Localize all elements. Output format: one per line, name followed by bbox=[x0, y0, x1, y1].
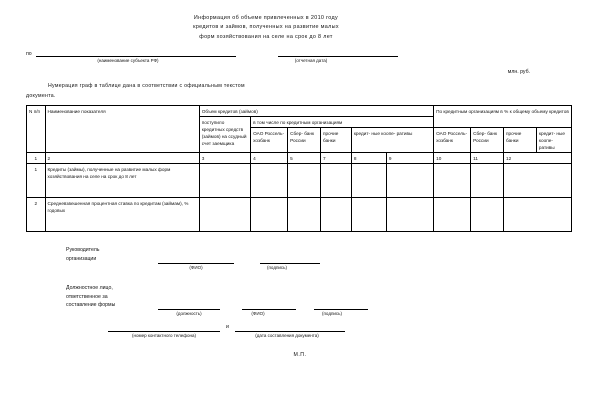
title-line-2: кредитов и займов, полученных на развитие малых bbox=[193, 24, 339, 31]
colnum-9: 9 bbox=[386, 153, 433, 164]
head-fio-field[interactable] bbox=[158, 256, 234, 264]
row-2-sber[interactable] bbox=[288, 198, 321, 232]
officer-label-line-2: ответственное за bbox=[66, 293, 108, 300]
header-indicator: Наименование показателя bbox=[45, 106, 199, 153]
head-label-line-1: Руководитель bbox=[66, 247, 100, 254]
header-share-bank-rshb: ОАО Россель- хозбанк bbox=[434, 128, 471, 153]
colnum-2: 2 bbox=[45, 153, 199, 164]
row-1-coop[interactable] bbox=[351, 164, 386, 198]
row-2-share-other[interactable] bbox=[471, 198, 504, 232]
table-row[interactable] bbox=[27, 198, 572, 232]
title-line-1: Информация об объеме привлеченных в 2010 году bbox=[193, 15, 339, 21]
report-date-field[interactable] bbox=[278, 49, 398, 57]
row-1-num: 1 bbox=[27, 164, 46, 198]
note-line-2: документа. bbox=[26, 92, 56, 99]
row-2-rshb[interactable] bbox=[251, 198, 288, 232]
table-header-row-1 bbox=[27, 106, 572, 117]
header-bank-rshb: ОАО Россель- хозбанк bbox=[251, 128, 288, 153]
row-2-num: 2 bbox=[27, 198, 46, 232]
row-1-rshb[interactable] bbox=[251, 164, 288, 198]
subject-caption: (наименование субъекта РФ) bbox=[97, 58, 159, 64]
header-received: поступило кредитных средств (займов) на ссудный счет заемщика bbox=[199, 117, 250, 153]
colnum-1: 1 bbox=[27, 153, 46, 164]
row-1-share-coop[interactable] bbox=[504, 164, 572, 198]
row-1-other[interactable] bbox=[321, 164, 352, 198]
table-column-numbers-row bbox=[27, 153, 572, 164]
row-2-indicator: Средневзвешенная процентная ставка по кредитам (займам), % годовых bbox=[45, 198, 199, 232]
document-sheet bbox=[26, 14, 574, 406]
header-share: По кредитным организациям в % к общему объему кредитов bbox=[434, 106, 572, 128]
row-2-received[interactable] bbox=[199, 198, 250, 232]
officer-signature-field[interactable] bbox=[314, 302, 368, 310]
row-2-share-rshb[interactable] bbox=[386, 198, 433, 232]
phone-field[interactable] bbox=[108, 324, 220, 332]
row-1-sber[interactable] bbox=[288, 164, 321, 198]
colnum-12: 12 bbox=[504, 153, 572, 164]
phone-caption: (номер контактного телефона) bbox=[132, 332, 196, 338]
colnum-8: 8 bbox=[351, 153, 386, 164]
header-bank-coop: кредит- ные коопе- ративы bbox=[351, 128, 433, 153]
header-incl-by-org: в том числе по кредитным организациям bbox=[251, 117, 434, 128]
report-date-caption: (отчетная дата) bbox=[294, 58, 328, 64]
colnum-3: 3 bbox=[199, 153, 250, 164]
header-bank-other: прочие банки bbox=[321, 128, 352, 153]
row-1-received[interactable] bbox=[199, 164, 250, 198]
title-line-3: форм хозяйствования на селе на срок до 8 лет bbox=[199, 33, 333, 40]
row-2-other[interactable] bbox=[321, 198, 352, 232]
colnum-11: 11 bbox=[471, 153, 504, 164]
numbering-note bbox=[26, 82, 574, 101]
captions-row bbox=[26, 58, 574, 63]
row-2-coop[interactable] bbox=[351, 198, 386, 232]
officer-label-line-3: составление формы bbox=[66, 302, 116, 309]
officer-position-caption: (должность) bbox=[176, 311, 202, 317]
row-1-indicator: Кредиты (займы), полученные на развитие малых форм хозяйствования на селе на срок до 8 лет bbox=[45, 164, 199, 198]
and-label: и bbox=[226, 323, 229, 330]
colnum-4: 4 bbox=[251, 153, 288, 164]
header-share-bank-other: прочие банки bbox=[504, 128, 537, 153]
officer-fio-caption: (ФИО) bbox=[251, 311, 265, 317]
officer-label-line-1: Должностное лицо, bbox=[66, 284, 113, 291]
doc-date-field[interactable] bbox=[235, 324, 345, 332]
officer-fio-field[interactable] bbox=[242, 302, 296, 310]
row-2-share-sber[interactable] bbox=[434, 198, 471, 232]
row-1-share-rshb[interactable] bbox=[386, 164, 433, 198]
officer-signature-caption: (подпись) bbox=[321, 311, 342, 317]
table-row[interactable] bbox=[27, 164, 572, 198]
doc-date-caption: (дата составления документа) bbox=[255, 332, 319, 338]
document-title bbox=[86, 14, 446, 42]
header-num: N п/п bbox=[27, 106, 46, 153]
header-bank-sber: Сбер- банк России bbox=[288, 128, 321, 153]
note-line-1: Нумерация граф в таблице дана в соответствии с официальным текстом bbox=[48, 83, 245, 90]
subject-field[interactable] bbox=[36, 49, 236, 57]
signature-section bbox=[26, 246, 574, 360]
seal-label: М.П. bbox=[293, 352, 307, 359]
head-label-line-2: организации bbox=[66, 256, 97, 263]
row-1-share-sber[interactable] bbox=[434, 164, 471, 198]
po-label: по bbox=[26, 51, 32, 58]
header-volume: Объем кредитов (займов) bbox=[199, 106, 433, 117]
row-1-share-other[interactable] bbox=[471, 164, 504, 198]
officer-position-field[interactable] bbox=[158, 302, 220, 310]
units-label: млн. руб. bbox=[507, 69, 530, 76]
colnum-10: 10 bbox=[434, 153, 471, 164]
colnum-5: 5 bbox=[288, 153, 321, 164]
row-2-share-coop[interactable] bbox=[504, 198, 572, 232]
colnum-7: 7 bbox=[321, 153, 352, 164]
head-signature-field[interactable] bbox=[260, 256, 320, 264]
data-table bbox=[26, 105, 572, 232]
head-fio-caption: (ФИО) bbox=[189, 265, 203, 271]
head-signature-caption: (подпись) bbox=[266, 265, 287, 271]
header-share-bank-sber: Сбер- банк России bbox=[471, 128, 504, 153]
header-share-bank-coop: кредит- ные коопе- ративы bbox=[536, 128, 571, 153]
po-row bbox=[26, 49, 574, 57]
